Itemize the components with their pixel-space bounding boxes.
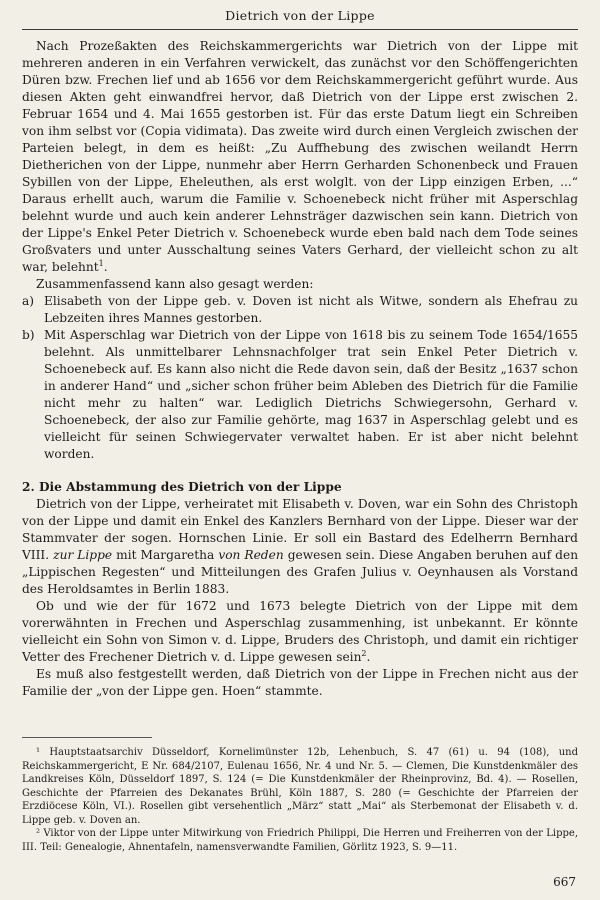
list-item-b-text: Mit Asperschlag war Dietrich von der Lippe von 1618 bis zu seinem Tode 1654/1655 belehnt. Als unmittelbarer Lehnsnachfolger trat sein Enkel Peter Dietrich v. Schoenebeck auf. Es kann also nicht die Rede davon sein, daß der Besitz „1637 schon in anderer Hand“ und „sicher schon früher beim Ableben des Dietrich für die Familie nicht mehr zu halten“ war. Lediglich Dietrichs Schwiegersohn, Gerhard v. Schoenebeck, der also zur Familie gehörte, mag 1637 in Asperschlag gelebt und es vielleicht für seinen Schwiegervater verwaltet haben. Er ist aber nicht belehnt worden. <box>44 328 578 461</box>
footnote-2: ² Viktor von der Lippe unter Mitwirkung von Friedrich Philippi, Die Herren und Freiherren von der Lippe, III. Teil: Genealogie, Ahnentafeln, namensverwandte Familien, Görlitz 1923, S. 9—11. <box>22 828 578 853</box>
paragraph-3-text-c: gewesen sein. Diese Angaben beruhen auf den „Lippischen Regesten“ und Mitteilungen des Grafen Julius v. Oeynhausen als Vorstand des Heroldsamtes in Berlin 1883. <box>22 548 579 596</box>
list-item-a <box>22 293 578 327</box>
paragraph-5: Es muß also festgestellt werden, daß Dietrich von der Lippe in Frechen nicht aus der Familie der „von der Lippe gen. Hoen“ stammte. <box>22 667 578 698</box>
footnotes <box>22 737 578 854</box>
paragraph-1-text: Nach Prozeßakten des Reichskammergerichts war Dietrich von der Lippe mit mehreren anderen in ein Verfahren verwickelt, das zunächst vor den Schöffengerichten Düren bzw. Frechen lief und ab 1656 vor dem Reichskammergericht geführt wurde. Aus diesen Akten geht einwandfrei hervor, daß Dietrich von der Lippe erst zwischen 2. Februar 1654 und 4. Mai 1655 gestorben ist. Für das erste Datum liegt ein Schreiben von ihm selbst vor (Copia vidimata). Das zweite wird durch einen Vergleich zwischen der Parteien belegt, in dem es heißt: „Zu Auffhebung des zwischen weilandt Herrn Dietherichen von der Lippe, nunmehr aber Herrn Gerharden Schonenbeck und Frauen Sybillen von der Lippe, Eheleuthen, als erst wolglt. von der Lipp einzigen Erben, ...“ Daraus erhellt auch, warum die Familie v. Schoenebeck nicht früher mit Asperschlag belehnt wurde und auch kein anderer Lehnsträger dazwischen sein kann. Dietrich von der Lippe's Enkel Peter Dietrich v. Schoenebeck wurde eben bald nach dem Tode seines Großvaters und unter Ausschaltung seines Vaters Gerhard, der vielleicht schon zu alt war, belehnt <box>22 39 578 274</box>
paragraph-1: Nach Prozeßakten des Reichskammergerichts war Dietrich von der Lippe mit mehreren anderen in ein Verfahren verwickelt, das zunächst vor den Schöffengerichten Düren bzw. Frechen lief und ab 1656 vor dem Reichskammergericht geführt wurde. Aus diesen Akten geht einwandfrei hervor, daß Dietrich von der Lippe erst zwischen 2. Februar 1654 und 4. Mai 1655 gestorben ist. Für das erste Datum liegt ein Schreiben von ihm selbst vor (Copia vidimata). Das zweite wird durch einen Vergleich zwischen der Parteien belegt, in dem es heißt: „Zu Auffhebung des zwischen weilandt Herrn Dietherichen von der Lippe, nunmehr aber Herrn Gerharden Schonenbeck und Frauen Sybillen von der Lippe, Eheleuthen, als erst wolglt. von der Lipp einzigen Erben, ...“ Daraus erhellt auch, warum die Familie v. Schoenebeck nicht früher mit Asperschlag belehnt wurde und auch kein anderer Lehnsträger dazwischen sein kann. Dietrich von der Lippe's Enkel Peter Dietrich v. Schoenebeck wurde eben bald nach dem Tode seines Großvaters und unter Ausschaltung seines Vaters Gerhard, der vielleicht schon zu alt war, belehnt$^1$. <box>22 39 578 274</box>
paragraph-3-text-b: mit Margaretha <box>116 548 215 562</box>
paragraph-summary-intro: Zusammenfassend kann also gesagt werden: <box>36 277 314 291</box>
section-heading: 2. Die Abstammung des Dietrich von der Lippe <box>22 480 342 494</box>
paragraph-3 <box>22 496 578 598</box>
list-item-b <box>22 327 578 463</box>
footnote-ref-1[interactable]: 1 <box>98 258 104 268</box>
paragraph-3-italic-1: zur Lippe <box>53 548 113 562</box>
paragraph-3-text-a: Dietrich von der Lippe, verheiratet mit Elisabeth v. Doven, war ein Sohn des Christoph von der Lippe und damit ein Enkel des Kanzlers Bernhard von der Lippe. Dieser war der Stammvater der sogen. Hornschen Linie. Er soll ein Bastard des Edelherrn Bernhard VIII. <box>22 497 578 562</box>
list-marker-b: b) <box>22 328 35 342</box>
paragraph-4: Ob und wie der für 1672 und 1673 belegte Dietrich von der Lippe mit dem vorerwähnten in Frechen und Asperschlag zusammenhing, ist unbekannt. Er könnte vielleicht ein Sohn von Simon v. d. Lippe, Bruders des Christoph, und damit ein richtiger Vetter des Frechener Dietrich v. d. Lippe gewesen sein$^2$. <box>22 599 578 664</box>
footnote-ref-2[interactable]: 2 <box>361 648 367 658</box>
header-rule <box>22 29 578 30</box>
main-text <box>22 38 578 700</box>
paragraph-4-text: Ob und wie der für 1672 und 1673 belegte Dietrich von der Lippe mit dem vorerwähnten in Frechen und Asperschlag zusammenhing, ist unbekannt. Er könnte vielleicht ein Sohn von Simon v. d. Lippe, Bruders des Christoph, und damit ein richtiger Vetter des Frechener Dietrich v. d. Lippe gewesen sein <box>22 599 578 664</box>
footnote-rule <box>22 737 152 738</box>
running-header: Dietrich von der Lippe <box>225 8 375 23</box>
footnote-1: ¹ Hauptstaatsarchiv Düsseldorf, Kornelimünster 12b, Lehenbuch, S. 47 (61) u. 94 (108), und Reichskammergericht, E Nr. 684/2107, Eulenau 1656, Nr. 4 und Nr. 5. — Clemen, Die Kunstdenkmäler des Landkreises Köln, Düsseldorf 1897, S. 124 (= Die Kunstdenkmäler der Rheinprovinz, Bd. 4). — Rosellen, Geschichte der Pfarreien des Dekanates Brühl, Köln 1887, S. 280 (= Geschichte der Pfarreien der Erzdiöcese Köln, VI.). Rosellen gibt versehentlich „März“ statt „Mai“ als Sterbemonat der Elisabeth v. d. Lippe geb. v. Doven an. <box>22 747 578 826</box>
list-item-a-text: Elisabeth von der Lippe geb. v. Doven ist nicht als Witwe, sondern als Ehefrau zu Lebzeiten ihres Mannes gestorben. <box>44 294 578 325</box>
list-marker-a: a) <box>22 294 35 308</box>
paragraph-3-italic-2: von Reden <box>218 548 284 562</box>
page-number: 667 <box>553 875 576 889</box>
summary-list <box>22 293 578 463</box>
